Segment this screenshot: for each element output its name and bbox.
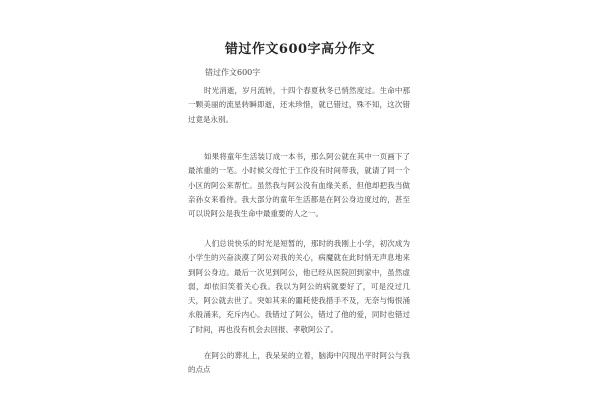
paragraph-1: 时光消逝，岁月流转，十四个春夏秋冬已悄然度过。生命中那一颗美丽的流星转瞬即逝，还未珍惜，就已错过，殊不知，这次错过竟是永别。 bbox=[188, 86, 410, 124]
paragraph-3: 人们总说快乐的时光是短暂的，那时的我刚上小学，初次成为小学生的兴奋淡漠了阿公对我的关心，病魔就在此时悄无声息地来到阿公身边。最后一次见到阿公，他已经从医院回到家中，虽然虚弱，却依旧笑着关心我。我以为阿公的病就要好了，可是没过几天，阿公就去世了。突如其来的噩耗使我措手不及，无奈与悔恨涌永般涌来，充斥内心。我错过了阿公，错过了他的爱，同时也错过了时间，再也没有机会去回报、孝敬阿公了。 bbox=[188, 239, 410, 334]
paragraph-2: 如果将童年生活装订成一本书，那么阿公就在其中一页画下了最浓重的一笔。小时候父母忙于工作没有时间带我，就请了同一个小区的阿公来帮忙。虽然我与阿公没有血缘关系，但他却把我当做亲孙女来看待。我大部分的童年生活都是在阿公身边度过的，甚至可以说阿公是我生命中最重要的人之一。 bbox=[188, 152, 410, 219]
paragraph-4: 在阿公的葬礼上，我呆呆的立着，脑海中闪现出平时阿公与我的点点 bbox=[188, 351, 410, 375]
document-subtitle: 错过作文600字 bbox=[205, 68, 261, 77]
document-title: 错过作文600字高分作文 bbox=[224, 42, 376, 57]
